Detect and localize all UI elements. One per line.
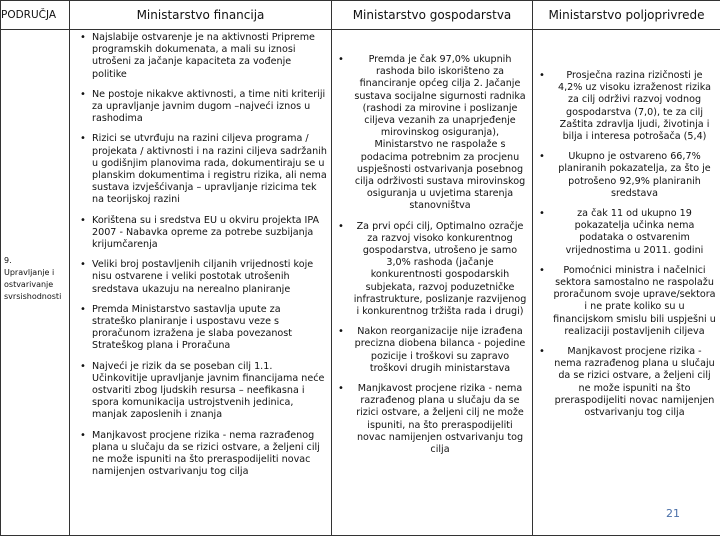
area-line: Upravljanje i <box>4 268 55 277</box>
list-item: • Premda je čak 97,0% ukupnih rashoda bilo iskorišteno za financiranje općeg cilja 2. Jačanje sustava socijalne sigurnosti radnika (rashodi za mirovine i poslizanje ciljeva vezanih za unaprjeđenje mirovinskog osiguranja), Ministarstvo ne raspolaže s podacima potrebnim za procjenu uspješnosti ostvarivanja posebnog cilja održivosti sustava mirovinskog osiguranja u uvjetima starenja stanovništva <box>334 54 528 213</box>
list-item: • Rizici se utvrđuju na razini ciljeva programa / projekata / aktivnosti i na razini ciljeva sadržanih u godišnjim planovima rada, dokumentiraju se u planskim dokumentima i registru rizika, ali nema sustava izvješćivanja – upravljanje rizicima tek na teorijskoj razini <box>76 133 327 206</box>
list-item: • Premda Ministarstvo sastavlja upute za strateško planiranje i uspostavu veze s proračunom izražena je slaba povezanost Strateškog plana i Proračuna <box>76 304 327 353</box>
list-item: • za čak 11 od ukupno 19 pokazatelja učinka nema podataka o ostvarenim vrijednostima u 2011. godini <box>535 208 716 257</box>
list-item: • Pomoćnici ministra i načelnici sektora samostalno ne raspolažu proračunom svoje uprave/sektora i ne prate koliko su u financijskom smislu bili uspješni u realizaciji postavljenih ciljeva <box>535 265 716 338</box>
list-item: • Prosječna razina rizičnosti je 4,2% uz visoku izraženost rizika za cilj održivi razvoj vodnog gospodarstva (7,0), te za cilj Zaštita zdravlja ljudi, životinja i bilja i interesa potrošača (5,4) <box>535 70 716 143</box>
poljoprivrede-cell <box>533 30 720 536</box>
list-item: • Ukupno je ostvareno 66,7% planiranih pokazatelja, za što je potrošeno 92,9% planiranih sredstava <box>535 151 716 200</box>
list-item: • Najslabije ostvarenje je na aktivnosti Pripreme programskih dokumenata, a mali su iznosi utrošeni za jačanje kapaciteta za vođenje politike <box>76 32 327 81</box>
header-financija: Ministarstvo financija <box>70 1 332 30</box>
list-item: • Manjkavost procjene rizika - nema razrađenog plana u slučaju da se rizici ostvare, a željeni cilj ne može ispuniti, na što preraspodijeliti novac namijenjen ostvarivanju tog cilja <box>334 383 528 456</box>
poljoprivrede-list <box>535 70 716 419</box>
page-number: 21 <box>666 507 680 520</box>
list-item: • Najveći je rizik da se poseban cilj 1.1. Učinkovitije upravljanje javnim financijama neće ostvariti zbog ljudskih resursa – neefikasna i spora komunikacija ustrojstvenih jedinica, manjak zaposlenih i znanja <box>76 361 327 422</box>
content-row <box>1 30 720 536</box>
list-item: • Za prvi opći cilj, Optimalno ozračje za razvoj visoko konkurentnog gospodarstva, utrošeno je samo 3,0% rashoda (jačanje konkurentnosti gospodarskih subjekata, razvoj poduzetničke infrastrukture, poslizanje razvijenog i konkurentnog tržišta rada i drugi) <box>334 221 528 319</box>
area-line: ostvarivanje <box>4 280 54 289</box>
header-gospodarstva: Ministarstvo gospodarstva <box>332 1 533 30</box>
financija-list <box>76 32 327 479</box>
list-item: • Manjkavost procjene rizika - nema razrađenog plana u slučaju da se rizici ostvare, a željeni cilj ne može ispuniti na što preraspodijeliti novac namijenjen ostvarivanju tog cilja <box>535 346 716 419</box>
header-poljoprivrede: Ministarstvo poljoprivrede <box>533 1 720 30</box>
list-item: • Veliki broj postavljenih ciljanih vrijednosti koje nisu ostvarene i veliki postotak utrošenih sredstava ukazuju na nerealno planiranje <box>76 259 327 296</box>
area-line: svrsishodnosti <box>4 292 62 301</box>
area-number: 9. <box>4 256 12 265</box>
list-item: • Ne postoje nikakve aktivnosti, a time niti kriteriji za upravljanje javnim dugom –najveći iznos u rashodima <box>76 89 327 126</box>
list-item: • Nakon reorganizacije nije izrađena precizna diobena bilanca - pojedine pozicije i troškovi su zapravo troškovi drugih ministarstava <box>334 326 528 375</box>
list-item: • Korištena su i sredstva EU u okviru projekta IPA 2007 - Nabavka opreme za potrebe suzbijanja krijumčarenja <box>76 215 327 252</box>
header-row <box>1 1 720 30</box>
area-label <box>1 30 69 303</box>
gospodarstva-cell <box>332 30 533 536</box>
gospodarstva-list <box>334 54 528 456</box>
list-item: • Manjkavost procjene rizika - nema razrađenog plana u slučaju da se rizici ostvare, a željeni cilj ne može ispuniti na što preraspodijeliti novac namijenjen ostvarivanju tog cilja <box>76 430 327 479</box>
area-cell <box>1 30 70 536</box>
financija-cell <box>70 30 332 536</box>
header-podrucja: PODRUČJA <box>1 1 70 30</box>
